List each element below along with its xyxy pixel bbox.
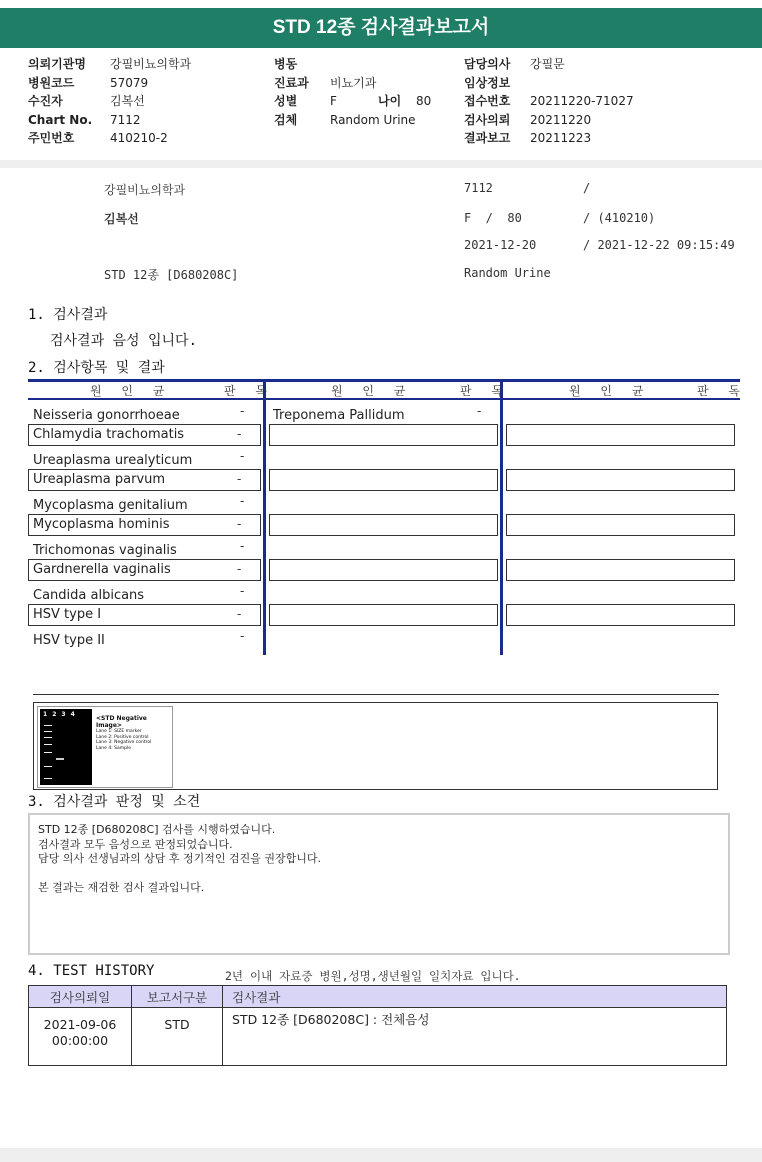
history-date: 2021-09-06	[43, 1017, 117, 1032]
table-row	[273, 404, 493, 423]
table-row	[28, 514, 261, 536]
organism-result: -	[240, 539, 245, 553]
organism-name: HSV type II	[33, 633, 105, 648]
gel-legend-item: Lane 2: Positive control	[96, 734, 149, 740]
info-label: Chart No.	[28, 112, 93, 127]
header-result: 판 독	[224, 384, 275, 398]
info-label: 접수번호	[464, 94, 511, 109]
history-header: 검사의뢰일	[29, 986, 132, 1008]
summary-test: STD 12종 [D680208C]	[104, 268, 239, 282]
gel-lanes	[40, 709, 92, 785]
summary-chart: 7112	[464, 181, 493, 195]
info-value: 강필비뇨의학과	[110, 57, 192, 71]
info-value: 7112	[110, 112, 141, 127]
section1-result: 검사결과 음성 입니다.	[50, 333, 198, 349]
gel-image	[37, 706, 173, 788]
history-table	[28, 985, 727, 1066]
summary-hospital: 강필비뇨의학과	[104, 183, 186, 197]
summary-patient-name: 김복선	[104, 212, 139, 226]
opinion-box	[28, 813, 730, 955]
table-row	[28, 559, 261, 581]
empty-row	[269, 424, 498, 446]
organism-result: -	[237, 607, 242, 621]
organism-name: Mycoplasma hominis	[33, 517, 170, 532]
header-organism: 원 인 균	[569, 384, 652, 398]
organism-name: Neisseria gonorrhoeae	[33, 408, 180, 423]
info-value: 강필문	[530, 57, 565, 71]
section3-title: 3. 검사결과 판정 및 소견	[28, 794, 201, 810]
table-row	[33, 404, 273, 423]
empty-row	[506, 469, 735, 491]
table-row	[33, 449, 273, 468]
info-col-3	[464, 55, 634, 148]
info-value: 410210-2	[110, 131, 168, 146]
info-col-1	[28, 55, 191, 148]
report-title: STD 12종 검사결과보고서	[0, 8, 762, 48]
section1-title: 1. 검사결과	[28, 307, 108, 323]
organism-result: -	[237, 472, 242, 486]
opinion-line: 본 결과는 재검한 검사 결과입니다.	[38, 881, 205, 894]
gel-legend-item: Lane 3: Negative control	[96, 740, 152, 745]
organism-name: Gardnerella vaginalis	[33, 562, 171, 577]
organism-name: Ureaplasma parvum	[33, 472, 166, 487]
organism-name: Chlamydia trachomatis	[33, 427, 185, 442]
empty-row	[506, 604, 735, 626]
info-value: Random Urine	[330, 112, 416, 127]
organism-result: -	[240, 629, 245, 643]
info-label: 성별	[274, 94, 298, 109]
info-label: 병동	[274, 57, 298, 71]
info-value: 비뇨기과	[330, 75, 377, 90]
age-value: 80	[416, 94, 432, 109]
table-row	[33, 629, 273, 648]
organism-name: HSV type I	[33, 607, 102, 622]
organism-result: -	[240, 404, 245, 418]
lane-label: 3	[61, 711, 71, 718]
summary-birth: / (410210)	[583, 211, 656, 225]
info-label: 담당의사	[464, 57, 511, 71]
organism-result: -	[237, 427, 242, 441]
opinion-line: STD 12종 [D680208C] 검사를 시행하였습니다.	[38, 823, 276, 836]
info-label: 결과보고	[464, 131, 511, 146]
age-label: 나이	[378, 94, 402, 109]
history-type: STD	[132, 1008, 223, 1066]
gel-legend-item: Lane 4: Sample	[96, 745, 131, 751]
lane-label: 4	[70, 711, 80, 718]
info-label: 임상정보	[464, 75, 511, 90]
gel-image-title: <STD Negative Image>	[96, 715, 147, 729]
info-value: 57079	[110, 75, 149, 90]
summary-slash: /	[583, 181, 591, 195]
empty-row	[506, 514, 735, 536]
history-header: 보고서구분	[132, 986, 223, 1008]
organism-name: Ureaplasma urealyticum	[33, 453, 193, 468]
info-value: F	[330, 94, 337, 109]
opinion-line	[38, 867, 720, 882]
table-row	[28, 424, 261, 446]
table-row	[28, 604, 261, 626]
table-row	[33, 494, 273, 513]
history-time: 00:00:00	[51, 1033, 109, 1048]
empty-row	[506, 559, 735, 581]
info-label: 수진자	[28, 94, 63, 109]
organism-name: Mycoplasma genitalium	[33, 498, 188, 513]
organism-result: -	[240, 449, 245, 463]
organism-name: Treponema Pallidum	[273, 408, 405, 423]
column-divider	[500, 379, 503, 655]
header-organism: 원 인 균	[90, 384, 173, 398]
header-organism: 원 인 균	[331, 384, 414, 398]
history-result: STD 12종 [D680208C] : 전체음성	[223, 1008, 727, 1066]
info-col-2	[274, 55, 431, 129]
organism-result: -	[237, 562, 242, 576]
organism-result: -	[240, 584, 245, 598]
history-note: 2년 이내 자료중 병원,성명,생년월일 일치자료 입니다.	[225, 969, 521, 983]
footer-bar	[0, 1148, 762, 1162]
organism-result: -	[240, 494, 245, 508]
empty-row	[269, 559, 498, 581]
opinion-line: 담당 의사 선생님과의 상담 후 정기적인 검진을 권장합니다.	[38, 852, 321, 865]
organism-name: Candida albicans	[33, 588, 145, 603]
gel-legend	[96, 729, 151, 751]
organism-result: -	[477, 404, 482, 418]
info-label: 검사의뢰	[464, 112, 511, 127]
history-header: 검사결과	[223, 986, 727, 1008]
separator	[0, 160, 762, 168]
table-row	[33, 584, 273, 603]
empty-row	[269, 514, 498, 536]
section2-title: 2. 검사항목 및 결과	[28, 360, 165, 376]
table-row	[33, 539, 273, 558]
table-row	[29, 1008, 727, 1066]
empty-row	[269, 604, 498, 626]
empty-row	[506, 424, 735, 446]
info-label: 검체	[274, 112, 298, 127]
header-result: 판 독	[460, 384, 511, 398]
organism-name: Trichomonas vaginalis	[33, 543, 177, 558]
gel-legend-item: Lane 1: SIZE marker	[96, 729, 142, 734]
info-value: 20211223	[530, 131, 592, 146]
summary-sex-age: F / 80	[464, 211, 522, 225]
info-label: 병원코드	[28, 75, 75, 90]
opinion-line: 검사결과 모두 음성으로 판정되었습니다.	[38, 837, 233, 851]
lane-label: 1	[43, 711, 53, 718]
lane-label: 2	[52, 711, 62, 718]
summary-date-received: 2021-12-20	[464, 238, 537, 252]
summary-date-reported: / 2021-12-22 09:15:49	[583, 238, 735, 252]
table-row	[28, 469, 261, 491]
image-top-rule	[33, 694, 719, 695]
organism-result: -	[237, 517, 242, 531]
info-label: 진료과	[274, 75, 309, 90]
info-label: 주민번호	[28, 131, 75, 146]
summary-specimen: Random Urine	[464, 266, 551, 280]
empty-row	[269, 469, 498, 491]
section4-title: 4. TEST HISTORY	[28, 963, 155, 979]
info-value: 김복선	[110, 94, 145, 109]
info-value: 20211220	[530, 112, 592, 127]
info-label: 의뢰기관명	[28, 57, 86, 71]
header-result: 판 독	[697, 384, 748, 398]
info-value: 20211220-71027	[530, 94, 634, 109]
